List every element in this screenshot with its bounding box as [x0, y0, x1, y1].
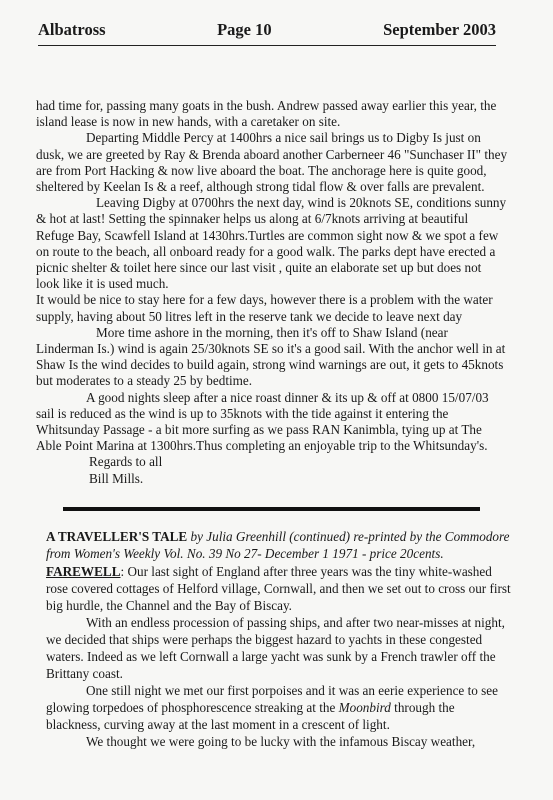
article-paragraph: More time ashore in the morning, then it's off to Shaw Island (near Linderman Is.) wind is again 25/30knots SE so it's a good sail. With the anchor well in at Shaw Is the wind decides to build again, strong wind warnings are out, it gets to 45knots but moderates to a steady 25 by bedtime. — [36, 324, 506, 389]
farewell-text: Our last sight of England after three years was the tiny white-washed rose covered cottages of Helford village, Cornwall, and then we set out to cross our first big hurdle, the Channel and the Bay of Biscay. — [46, 564, 511, 613]
issue-date: September 2003 — [383, 20, 496, 39]
tale-byline: by Julia Greenhill (continued) re-printed by the Commodore from Women's Weekly Vol. No. 39 No 27- December 1 1971 - price 20cents. — [46, 529, 510, 561]
article-body — [36, 98, 508, 487]
tale-paragraph: With an endless procession of passing ships, and after two near-misses at night, we decided that ships were perhaps the biggest hazard to yachts in these congested waters. Indeed as we left Cornwall a large yacht was sunk by a French trawler off the Brittany coast. — [46, 615, 505, 681]
tale-intro — [46, 528, 512, 562]
tale-paragraph — [46, 682, 512, 733]
article-author: Bill Mills. — [89, 470, 144, 486]
publication-name: Albatross — [38, 20, 106, 39]
tale-paragraph: We thought we were going to be lucky with the infamous Biscay weather, — [86, 734, 476, 749]
travellers-tale-section — [46, 528, 512, 750]
article-paragraph: A good nights sleep after a nice roast dinner & its up & off at 0800 15/07/03 sail is reduced as the wind is up to 35knots with the tide against it entering the Whitsunday Passage - a bit more surfing as we pass RAN Kanimbla, tying up at The Able Point Marina at 1300hrs.Thus completing an enjoyable trip to the Whitsunday's. — [36, 389, 489, 454]
article-signoff: Regards to all — [89, 454, 163, 470]
tale-paragraph — [46, 563, 512, 614]
page-header — [38, 20, 496, 40]
header-divider — [38, 45, 496, 46]
tale-text: One still night we met our first porpoises and it was an eerie experience to see glowing torpedoes of phosphorescence streaking at the — [46, 683, 498, 715]
article-paragraph: Leaving Digby at 0700hrs the next day, wind is 20knots SE, conditions sunny & hot at last! Setting the spinnaker helps us along at 6/7knots arriving at beautiful Refuge Bay, Scawfell Island at 1430hrs.Turtles are common sight now & we spot a few on route to the beach, all onboard ready for a good walk. The parks dept have erected a picnic shelter & toilet here since our last visit , quite an elaborate set up but does not look like it is used much. — [36, 195, 507, 292]
farewell-colon: : — [120, 564, 125, 579]
section-divider — [63, 507, 480, 511]
tale-text: through the blackness, curving away at the last moment in a crescent of light. — [46, 700, 455, 732]
farewell-heading: FAREWELL — [46, 564, 121, 579]
article-paragraph: had time for, passing many goats in the bush. Andrew passed away earlier this year, the island lease is now in new hands, with a caretaker on site. — [36, 98, 497, 130]
page-number: Page 10 — [217, 20, 272, 39]
article-paragraph: It would be nice to stay here for a few days, however there is a problem with the water supply, having about 50 litres left in the reserve tank we decide to leave next day — [36, 292, 493, 324]
boat-name: Moonbird — [338, 700, 391, 715]
article-paragraph: Departing Middle Percy at 1400hrs a nice sail brings us to Digby Is just on dusk, we are greeted by Ray & Brenda aboard another Carberneer 46 "Sunchaser II" they are from Port Hacking & now live aboard the boat. The anchorage here is quite good, sheltered by Keelan Is & a reef, although strong tidal flow & over falls are prevalent. — [36, 130, 508, 195]
tale-title: A TRAVELLER'S TALE — [46, 529, 188, 544]
